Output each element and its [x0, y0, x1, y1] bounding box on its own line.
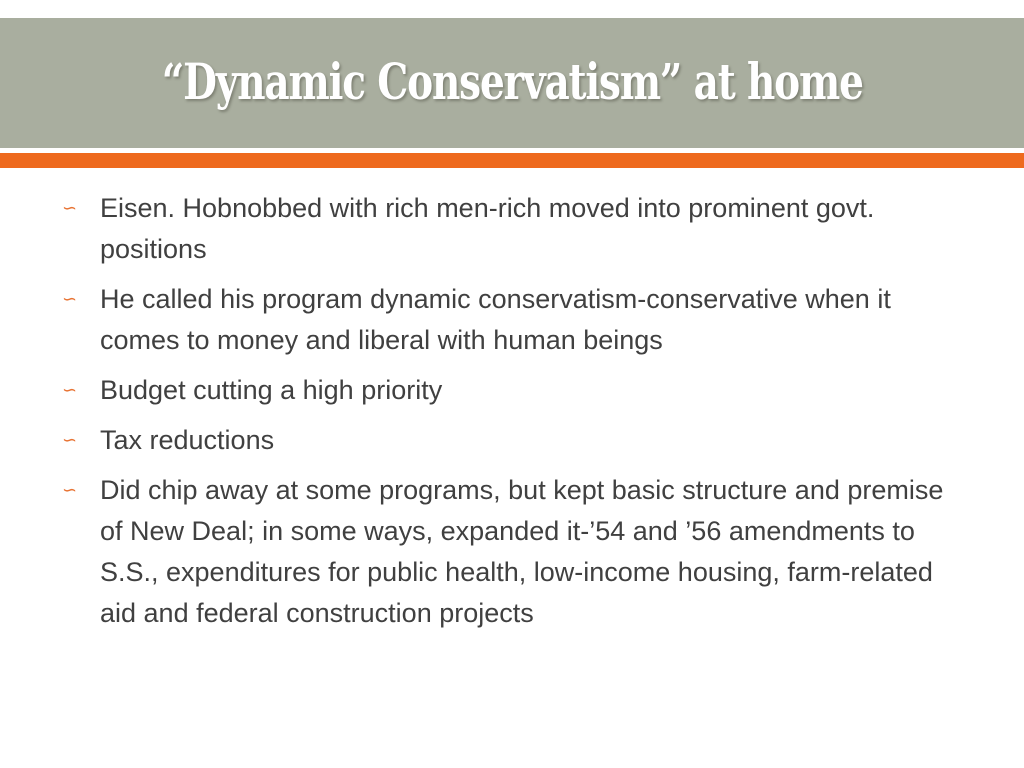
bullet-item: [62, 470, 962, 634]
bullet-swirl-icon: ∽: [62, 480, 78, 501]
bullet-text: Tax reductions: [100, 425, 275, 455]
bullet-text: Eisen. Hobnobbed with rich men-rich moved into prominent govt. positions: [100, 193, 875, 264]
accent-bar: [0, 153, 1024, 168]
bullet-swirl-icon: ∽: [62, 380, 78, 401]
bullet-swirl-icon: ∽: [62, 289, 78, 310]
slide-title: “Dynamic Conservatism” at home: [161, 51, 863, 111]
slide-content: [62, 188, 962, 643]
bullet-item: [62, 188, 962, 270]
bullet-swirl-icon: ∽: [62, 198, 78, 219]
bullet-text: Did chip away at some programs, but kept basic structure and premise of New Deal; in some ways, expanded it-’54 and ’56 amendments to S.S., expenditures for public health, low-income housing, farm-related aid and federal construction projects: [100, 475, 944, 628]
bullet-text: Budget cutting a high priority: [100, 375, 443, 405]
bullet-swirl-icon: ∽: [62, 430, 78, 451]
bullet-list: [62, 188, 962, 634]
bullet-item: [62, 370, 962, 411]
bullet-text: He called his program dynamic conservatism-conservative when it comes to money and liberal with human beings: [100, 284, 891, 355]
bullet-item: [62, 279, 962, 361]
bullet-item: [62, 420, 962, 461]
title-band: [0, 18, 1024, 148]
